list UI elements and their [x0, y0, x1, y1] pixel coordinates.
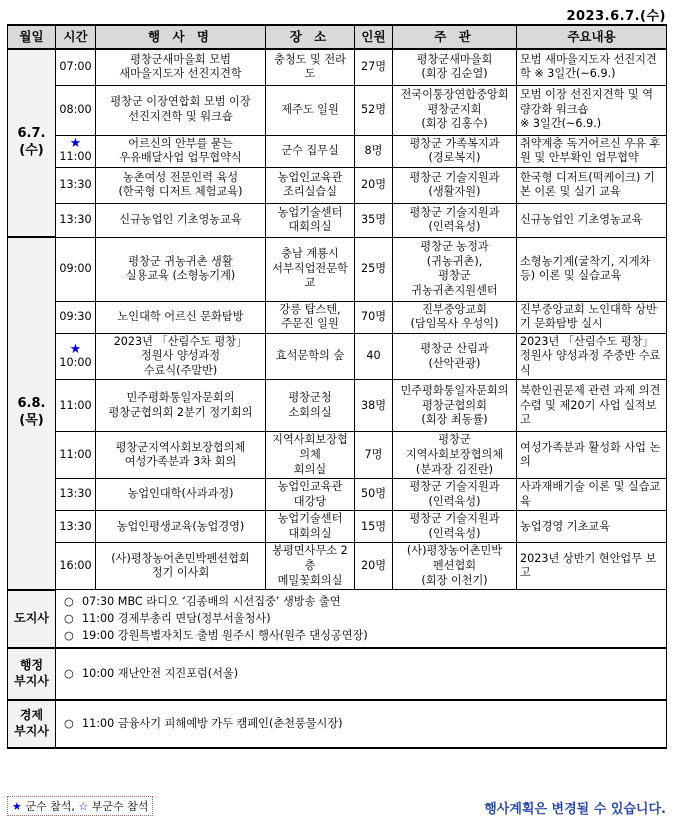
day-cell: [8, 49, 56, 237]
time-cell: [56, 511, 96, 543]
people-cell: 20명: [355, 543, 393, 590]
official-item-text: 10:00 재난안전 지진포럼(서울): [82, 667, 239, 681]
table-row: [8, 479, 667, 511]
time-cell: [56, 237, 96, 301]
time-text: 13:30: [59, 519, 92, 533]
time-text: 13:30: [59, 212, 92, 226]
day-weekday: (수): [19, 143, 44, 159]
content-cell: 농업경영 기초교육: [517, 511, 667, 543]
place-cell: 효석문학의 숲: [266, 333, 355, 380]
table-row: [8, 543, 667, 590]
official-role-line: 부지사: [14, 673, 49, 688]
official-role-line: 부지사: [14, 723, 49, 738]
people-cell: 27명: [355, 49, 393, 85]
change-notice: 행사계획은 변경될 수 있습니다.: [484, 802, 666, 817]
people-cell: 50명: [355, 479, 393, 511]
content-cell: 모범 새마을지도자 선진지견학 ※ 3일간(~6.9.): [517, 49, 667, 85]
circle-bullet-icon: ○: [64, 717, 74, 731]
time-text: 11:00: [59, 448, 92, 461]
people-cell: 70명: [355, 301, 393, 333]
event-cell: 평창군새마을회 모범 새마을지도자 선진지견학: [96, 49, 266, 85]
host-cell: 평창군 기술지원과 (인력육성): [393, 511, 517, 543]
day-date: 6.8.: [17, 396, 46, 412]
circle-bullet-icon: ○: [64, 611, 74, 625]
place-cell: 농업인교육관 대강당: [266, 479, 355, 511]
place-cell: 농업인교육관 조리실습실: [266, 167, 355, 203]
header-place: 장 소: [266, 25, 355, 49]
host-cell: 민주평화통일자문회의 평창군협의회 (회장 최동률): [393, 380, 517, 432]
circle-bullet-icon: ○: [64, 628, 74, 642]
host-cell: 진부중앙교회 (담임목사 우성익): [393, 301, 517, 333]
header-people: 인원: [355, 25, 393, 49]
people-cell: 7명: [355, 432, 393, 479]
content-cell: 2023년 「산림수도 평창」 정원사 양성과정 주중반 수료식: [517, 333, 667, 380]
official-row: [8, 590, 667, 648]
event-cell: 평창군 이장연합회 모범 이장 선진지견학 및 워크숍: [96, 85, 266, 135]
table-row: [8, 301, 667, 333]
official-role: [8, 590, 56, 648]
table-row: [8, 511, 667, 543]
officials-body: [8, 590, 667, 748]
time-text: 11:00: [59, 398, 92, 412]
place-cell: 군수 집무실: [266, 135, 355, 167]
host-cell: 평창군 가족복지과 (경로복지): [393, 135, 517, 167]
day-weekday: (목): [19, 413, 44, 429]
event-cell: 2023년 「산림수도 평창」 정원사 양성과정 수료식(주말반): [96, 333, 266, 380]
place-cell: 농업기술센터 대회의실: [266, 203, 355, 237]
schedule-table: [7, 24, 667, 749]
time-cell: [56, 203, 96, 237]
people-cell: 15명: [355, 511, 393, 543]
time-cell: [56, 301, 96, 333]
official-items: [56, 648, 667, 700]
official-row: [8, 700, 667, 748]
host-cell: 전국이통장연합중앙회 평창군지회 (회장 김홍수): [393, 85, 517, 135]
star-outline-icon: ☆: [78, 800, 89, 813]
time-cell: [56, 380, 96, 432]
official-role-line: 경제: [19, 707, 44, 722]
event-cell: 민주평화통일자문회의 평창군협의회 2분기 정기회의: [96, 380, 266, 432]
people-cell: 25명: [355, 237, 393, 301]
time-cell: [56, 167, 96, 203]
official-role: [8, 700, 56, 748]
event-cell: 신규농업인 기초영농교육: [96, 203, 266, 237]
header-content: 주요내용: [517, 25, 667, 49]
official-role-line: 도지사: [14, 610, 49, 625]
time-cell: [56, 49, 96, 85]
table-row: [8, 333, 667, 380]
host-cell: 평창군 기술지원과 (생활자원): [393, 167, 517, 203]
table-row: [8, 203, 667, 237]
people-cell: 20명: [355, 167, 393, 203]
official-row: [8, 648, 667, 700]
event-cell: 노인대학 어르신 문화탐방: [96, 301, 266, 333]
table-row: [8, 85, 667, 135]
time-cell: [56, 85, 96, 135]
day-date: 6.7.: [17, 126, 46, 142]
time-text: 11:00: [59, 150, 92, 164]
content-cell: 사과재배기술 이론 및 실습교육: [517, 479, 667, 511]
table-row: [8, 380, 667, 432]
circle-bullet-icon: ○: [64, 594, 74, 608]
official-items: [56, 700, 667, 748]
star-filled-icon: ★: [69, 136, 82, 152]
content-cell: 신규농업인 기초영농교육: [517, 203, 667, 237]
report-date: 2023.6.7.(수): [566, 9, 666, 24]
header-time: 시간: [56, 25, 96, 49]
header-host: 주 관: [393, 25, 517, 49]
event-cell: 농촌여성 전문인력 육성 (한국형 디저트 체험교육): [96, 167, 266, 203]
table-row: [8, 432, 667, 479]
place-cell: 제주도 일원: [266, 85, 355, 135]
place-cell: 지역사회보장협의체 회의실: [266, 432, 355, 479]
official-item: [64, 610, 663, 627]
host-cell: 평창군새마을회 (회장 김순열): [393, 49, 517, 85]
time-text: 10:00: [59, 355, 92, 369]
host-cell: 평창군 기술지원과 (인력육성): [393, 479, 517, 511]
day-cell: [8, 237, 56, 589]
time-text: 13:30: [59, 487, 92, 501]
time-text: 13:30: [59, 177, 92, 191]
header-date: 월일: [8, 25, 56, 49]
event-cell: 평창군지역사회보장협의체 여성가족분과 3차 회의: [96, 432, 266, 479]
official-item: [64, 715, 663, 732]
official-item-text: 11:00 금융사기 피해예방 가두 캠페인(춘천풍물시장): [82, 717, 343, 731]
event-cell: 농업인대학(사과과정): [96, 479, 266, 511]
time-text: 09:30: [59, 309, 92, 323]
content-cell: 모범 이장 선진지견학 및 역량강화 워크숍 ※ 3일간(~6.9.): [517, 85, 667, 135]
header-event: 행 사 명: [96, 25, 266, 49]
place-cell: 강릉 탑스텐, 주문진 일원: [266, 301, 355, 333]
place-cell: 농업기술센터 대회의실: [266, 511, 355, 543]
people-cell: 8명: [355, 135, 393, 167]
host-cell: 평창군 기술지원과 (인력육성): [393, 203, 517, 237]
official-item-text: 07:30 MBC 라디오 ‘김종배의 시선집중’ 생방송 출연: [82, 594, 341, 608]
people-cell: 40: [355, 333, 393, 380]
official-role-line: 행정: [19, 657, 44, 672]
official-item-text: 11:00 경제부총리 면담(정부서울청사): [82, 611, 271, 625]
event-cell: (사)평창농어촌민박펜션협회 정기 이사회: [96, 543, 266, 590]
official-item: [64, 593, 663, 610]
content-cell: 여성가족분과 활성화 사업 논의: [517, 432, 667, 479]
legend: [7, 796, 153, 816]
time-cell: [56, 135, 96, 167]
time-cell: [56, 479, 96, 511]
people-cell: 35명: [355, 203, 393, 237]
event-cell: 농업인평생교육(농업경영): [96, 511, 266, 543]
table-row: [8, 135, 667, 167]
time-text: 08:00: [59, 102, 92, 116]
table-row: [8, 237, 667, 301]
schedule-body: [8, 49, 667, 590]
legend-governor-label: 군수 참석,: [25, 800, 75, 813]
star-filled-icon: ★: [69, 341, 82, 357]
time-cell: [56, 543, 96, 590]
place-cell: 평창군청 소회의실: [266, 380, 355, 432]
content-cell: 한국형 디저트(떡케이크) 기본 이론 및 실기 교육: [517, 167, 667, 203]
people-cell: 38명: [355, 380, 393, 432]
time-text: 07:00: [59, 59, 92, 73]
host-cell: 평창군 산림과 (산악관광): [393, 333, 517, 380]
official-role: [8, 648, 56, 700]
time-text: 09:00: [59, 261, 92, 275]
event-cell: 어르신의 안부를 묻는 우유배달사업 업무협약식: [96, 135, 266, 167]
content-cell: 소형농기계(굴착기, 지게차 등) 이론 및 실습교육: [517, 237, 667, 301]
content-cell: 진부중앙교회 노인대학 상반기 문화탐방 실시: [517, 301, 667, 333]
people-cell: 52명: [355, 85, 393, 135]
time-cell: [56, 333, 96, 380]
place-cell: 충청도 및 전라도: [266, 49, 355, 85]
official-items: [56, 590, 667, 648]
table-row: [8, 49, 667, 85]
content-cell: 북한인권문제 관련 과제 의견수렴 및 제20기 사업 실적보고: [517, 380, 667, 432]
content-cell: 2023년 상반기 현안업무 보고: [517, 543, 667, 590]
event-cell: 평창군 귀농귀촌 생활 실용교육 (소형농기계): [96, 237, 266, 301]
host-cell: (사)평창농어촌민박 펜션협회 (회장 이천기): [393, 543, 517, 590]
table-row: [8, 167, 667, 203]
host-cell: 평창군 지역사회보장협의체 (분과장 김진란): [393, 432, 517, 479]
official-item-text: 19:00 강원특별자치도 출범 원주시 행사(원주 댄싱공연장): [82, 628, 368, 642]
place-cell: 충남 계룡시 서부직업전문학교: [266, 237, 355, 301]
place-cell: 봉평면사무소 2층 메밀꽃회의실: [266, 543, 355, 590]
header-row: [8, 25, 667, 49]
time-cell: [56, 432, 96, 479]
time-text: 16:00: [59, 558, 92, 572]
circle-bullet-icon: ○: [64, 667, 74, 681]
host-cell: 평창군 농정과 (귀농귀촌), 평창군 귀농귀촌지원센터: [393, 237, 517, 301]
content-cell: 취약계층 독거어르신 우유 후원 및 안부확인 업무협약: [517, 135, 667, 167]
official-item: [64, 627, 663, 644]
star-filled-icon: ★: [12, 800, 22, 813]
legend-vice-governor-label: 부군수 참석: [91, 800, 149, 813]
official-item: [64, 665, 663, 682]
